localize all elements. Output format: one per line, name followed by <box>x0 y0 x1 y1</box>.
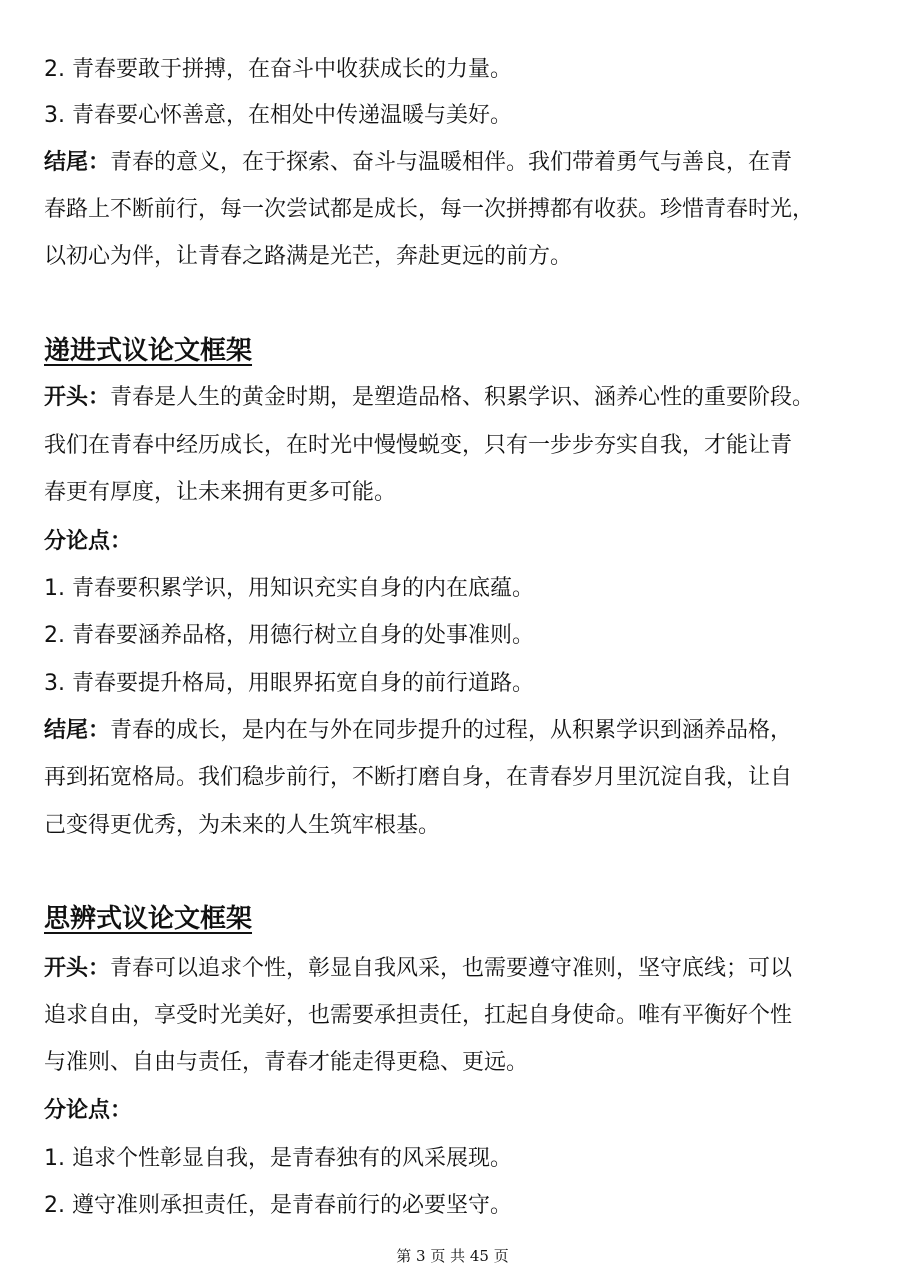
opening-text: 青春是人生的黄金时期，是塑造品格、积累学识、涵养心性的重要阶段。 <box>110 385 815 410</box>
points-label: 分论点： <box>44 1098 133 1123</box>
conclusion-text: 己变得更优秀，为未来的人生筑牢根基。 <box>44 813 441 838</box>
conclusion-text: 青春的成长，是内在与外在同步提升的过程，从积累学识到涵养品格， <box>110 718 793 743</box>
point-item: 2. 青春要敢于拼搏，在奋斗中收获成长的力量。 <box>44 57 512 82</box>
opening-label: 开头： <box>44 385 111 410</box>
opening-text: 春更有厚度，让未来拥有更多可能。 <box>44 480 397 505</box>
point-item: 3. 青春要提升格局，用眼界拓宽自身的前行道路。 <box>44 671 534 696</box>
conclusion-label: 结尾： <box>44 150 111 175</box>
conclusion-text: 春路上不断前行，每一次尝试都是成长，每一次拼搏都有收获。珍惜青春时光， <box>44 197 815 222</box>
points-label: 分论点： <box>44 529 133 554</box>
opening-text: 青春可以追求个性，彰显自我风采，也需要遵守准则，坚守底线；可以 <box>110 956 793 981</box>
conclusion-text: 青春的意义，在于探索、奋斗与温暖相伴。我们带着勇气与善良，在青 <box>110 150 793 175</box>
conclusion-text: 再到拓宽格局。我们稳步前行，不断打磨自身，在青春岁月里沉淀自我，让自 <box>44 765 793 790</box>
opening-paragraph-line <box>44 955 874 983</box>
page-number-footer: 第 3 页 共 45 页 <box>396 1247 509 1265</box>
section-heading: 思辨式议论文框架 <box>44 904 253 934</box>
opening-text: 与准则、自由与责任，青春才能走得更稳、更远。 <box>44 1050 529 1075</box>
point-item: 2. 青春要涵养品格，用德行树立自身的处事准则。 <box>44 623 534 648</box>
conclusion-text: 以初心为伴，让青春之路满是光芒，奔赴更远的前方。 <box>44 244 573 269</box>
conclusion-paragraph-line <box>44 149 874 177</box>
opening-text: 追求自由，享受时光美好，也需要承担责任，扛起自身使命。唯有平衡好个性 <box>44 1003 793 1028</box>
conclusion-label: 结尾： <box>44 718 111 743</box>
point-item: 2. 遵守准则承担责任，是青春前行的必要坚守。 <box>44 1193 512 1218</box>
point-item: 1. 追求个性彰显自我，是青春独有的风采展现。 <box>44 1146 512 1171</box>
opening-label: 开头： <box>44 956 111 981</box>
point-item: 1. 青春要积累学识，用知识充实自身的内在底蕴。 <box>44 576 534 601</box>
section-heading: 递进式议论文框架 <box>44 336 253 366</box>
opening-text: 我们在青春中经历成长，在时光中慢慢蜕变，只有一步步夯实自我，才能让青 <box>44 433 793 458</box>
conclusion-paragraph-line <box>44 717 874 745</box>
opening-paragraph-line <box>44 384 874 412</box>
point-item: 3. 青春要心怀善意，在相处中传递温暖与美好。 <box>44 103 512 128</box>
